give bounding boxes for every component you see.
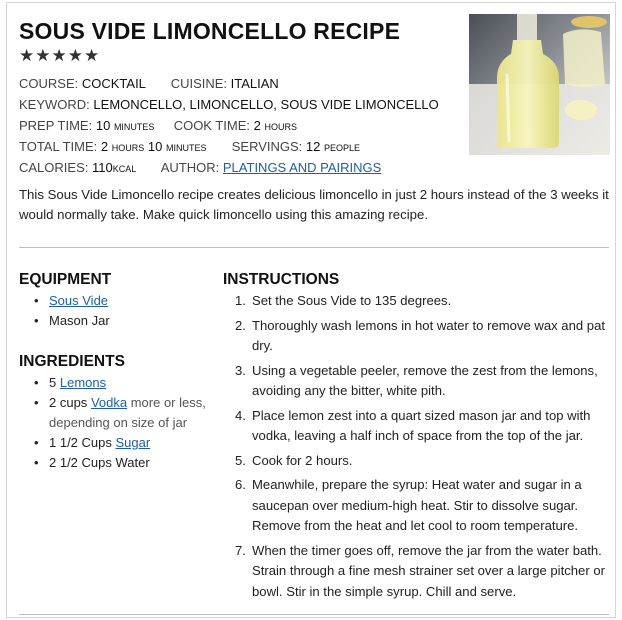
servings-unit: people [324, 139, 361, 154]
step-text: Meanwhile, prepare the syrup: Heat water and sugar in a saucepan over medium-high heat. Stir to dissolve sugar. Remove from the heat and let cool to room temperature. [252, 477, 582, 533]
ingredient-item [32, 453, 212, 473]
step-number: 2. [235, 317, 246, 333]
recipe-card [6, 2, 616, 618]
ingredient-amount: 2 cups [49, 395, 88, 410]
equipment-heading: EQUIPMENT [19, 271, 112, 288]
servings-label: SERVINGS: [231, 139, 303, 154]
prep-time-label: PREP TIME: [19, 118, 93, 133]
meta-row-calories [19, 157, 439, 178]
meta-row-keyword [19, 94, 439, 115]
calories-value: 110 [91, 160, 113, 175]
course-label: COURSE: [19, 76, 79, 91]
step-text: When the timer goes off, remove the jar from the water bath. Strain through a fine mesh strainer set over a large pitcher or bowl. Stir in the simple syrup. Chill and serve. [252, 542, 605, 599]
instruction-step [223, 291, 613, 312]
total-time-minutes-unit: minutes [165, 139, 207, 154]
ingredient-link-lemons[interactable]: Lemons [59, 375, 107, 390]
total-time-label: TOTAL TIME: [19, 139, 98, 154]
cook-time-label: COOK TIME: [173, 118, 251, 133]
recipe-photo [469, 14, 610, 155]
instruction-step [223, 475, 613, 537]
ingredient-amount: 5 [49, 375, 57, 390]
cook-time-value: 2 [253, 118, 261, 133]
instruction-step [223, 406, 613, 447]
star-icon[interactable]: ★ [84, 46, 100, 65]
servings-value[interactable]: 12 [305, 139, 321, 154]
prep-time-unit: minutes [113, 118, 155, 133]
recipe-meta [19, 73, 439, 178]
author-link[interactable]: PLATINGS AND PAIRINGS [222, 160, 382, 175]
step-number: 1. [235, 293, 246, 308]
equipment-list [32, 291, 212, 331]
recipe-summary: This Sous Vide Limoncello recipe creates delicious limoncello in just 2 hours instead of the 3 weeks it would normally take. Make quick limoncello using this amazing recipe. [19, 187, 609, 222]
instruction-step [223, 361, 613, 402]
step-number: 3. [235, 362, 246, 378]
ingredient-item [32, 433, 212, 453]
author-label: AUTHOR: [160, 160, 220, 175]
star-icon[interactable]: ★ [51, 46, 67, 65]
cook-time-unit: hours [264, 118, 298, 133]
course-value: COCKTAIL [81, 76, 146, 91]
ingredients-list [32, 373, 212, 473]
calories-unit: kcal [112, 160, 137, 175]
total-time-hours: 2 [100, 139, 109, 154]
recipe-title: SOUS VIDE LIMONCELLO RECIPE [19, 18, 401, 44]
instruction-step [223, 541, 613, 603]
ingredient-item [32, 393, 212, 433]
meta-row-total [19, 136, 439, 157]
ingredient-amount: 2 1/2 Cups Water [49, 455, 150, 470]
ingredient-link-vodka[interactable]: Vodka [90, 395, 128, 410]
ingredient-note: more or less, depending on size of jar [49, 395, 206, 430]
equipment-item [32, 311, 212, 331]
star-icon[interactable]: ★ [35, 46, 51, 65]
prep-time-value: 10 [95, 118, 111, 133]
instructions-list [223, 291, 613, 606]
ingredient-link-sugar[interactable]: Sugar [115, 435, 151, 450]
calories-label: CALORIES: [19, 160, 89, 175]
rating-stars[interactable] [19, 47, 99, 64]
ingredient-item [32, 373, 212, 393]
cuisine-value: ITALIAN [230, 76, 279, 91]
step-text: Set the Sous Vide to 135 degrees. [252, 293, 452, 308]
star-icon[interactable]: ★ [67, 46, 83, 65]
step-number: 5. [235, 452, 246, 468]
step-text: Cook for 2 hours. [252, 452, 353, 468]
divider [19, 247, 609, 248]
equipment-item [32, 291, 212, 311]
equipment-text: Mason Jar [49, 313, 110, 328]
ingredients-heading: INGREDIENTS [19, 353, 125, 370]
instructions-heading: INSTRUCTIONS [223, 271, 340, 288]
step-number: 7. [235, 542, 246, 558]
total-time-hours-unit: hours [111, 139, 145, 154]
step-number: 4. [235, 407, 246, 423]
keyword-value: LEMONCELLO, LIMONCELLO, SOUS VIDE LIMONCELLO [93, 97, 439, 112]
instruction-step [223, 316, 613, 357]
keyword-label: KEYWORD: [19, 97, 90, 112]
step-text: Thoroughly wash lemons in hot water to remove wax and pat dry. [252, 317, 605, 353]
meta-row-times [19, 115, 439, 136]
instruction-step [223, 451, 613, 472]
step-number: 6. [235, 477, 246, 492]
ingredient-amount: 1 1/2 Cups [49, 435, 112, 450]
total-time-minutes: 10 [147, 139, 163, 154]
step-text: Place lemon zest into a quart sized mason jar and top with vodka, leaving a half inch of space from the top of the jar. [252, 407, 591, 443]
step-text: Using a vegetable peeler, remove the zest from the lemons, avoiding any the bitter, white pith. [252, 362, 598, 398]
cuisine-label: CUISINE: [170, 76, 228, 91]
star-icon[interactable]: ★ [19, 46, 35, 65]
divider [19, 614, 609, 615]
equipment-link-sous-vide[interactable]: Sous Vide [49, 293, 109, 308]
meta-row-course [19, 73, 439, 94]
